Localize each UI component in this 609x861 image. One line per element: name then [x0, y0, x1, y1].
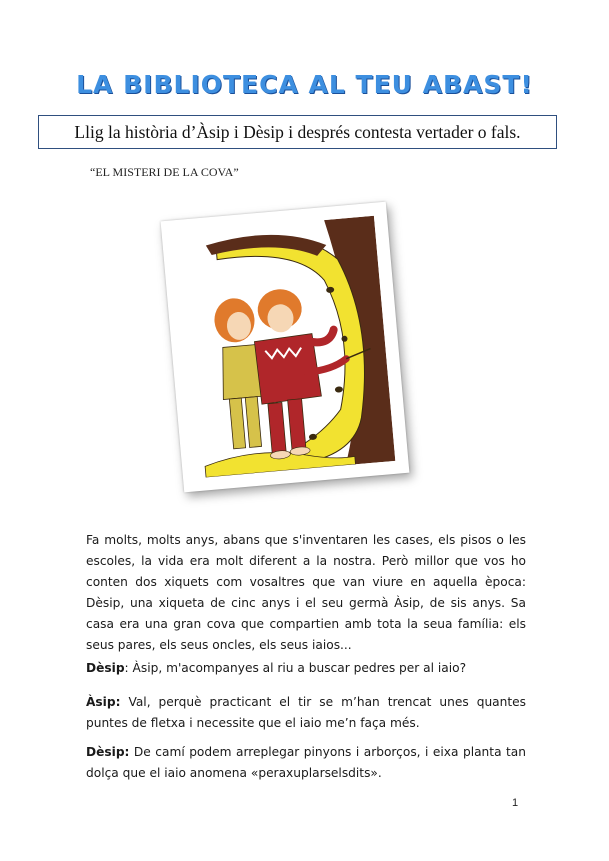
dialogue-speaker: Dèsip: — [86, 745, 130, 759]
dialogue-line — [86, 692, 526, 734]
dialogue-text: De camí podem arreplegar pinyons i arborços, i eixa planta tan dolça que el iaio anomena «peraxuplarselsdits». — [86, 745, 526, 780]
dialogue-speaker: Àsip: — [86, 695, 121, 709]
dialogue-line — [86, 742, 526, 784]
dialogue-separator: : — [124, 661, 129, 675]
story-intro-paragraph: Fa molts, molts anys, abans que s'inventaren les cases, els pisos o les escoles, la vida era molt diferent a la nostra. Però millor que vos ho conten dos xiquets com vosaltres que van viure en aquella època: Dèsip, una xiqueta de cinc anys i el seu germà Àsip, de sis anys. Sa casa era una gran cova que compartien amb tota la seua família: els seus pares, els seus oncles, els seus iaios... — [86, 533, 526, 652]
story-title: “EL MISTERI DE LA COVA” — [90, 165, 239, 179]
dialogue-speaker: Dèsip — [86, 661, 125, 675]
dialogue-line — [86, 658, 526, 679]
dialogue-text: Val, perquè practicant el tir se m’han trencat unes quantes puntes de fletxa i necessite que el iaio me’n faça més. — [86, 695, 526, 730]
children-in-cave-illustration — [175, 216, 396, 478]
page-title: LA BIBLIOTECA AL TEU ABAST! — [76, 70, 533, 99]
story-illustration — [161, 202, 410, 493]
page-number: 1 — [512, 797, 519, 809]
dialogue-text: Àsip, m'acompanyes al riu a buscar pedres per al iaio? — [128, 661, 467, 675]
instruction-box — [38, 115, 557, 149]
instruction-text: Llig la història d’Àsip i Dèsip i després contesta vertader o fals. — [74, 121, 521, 142]
